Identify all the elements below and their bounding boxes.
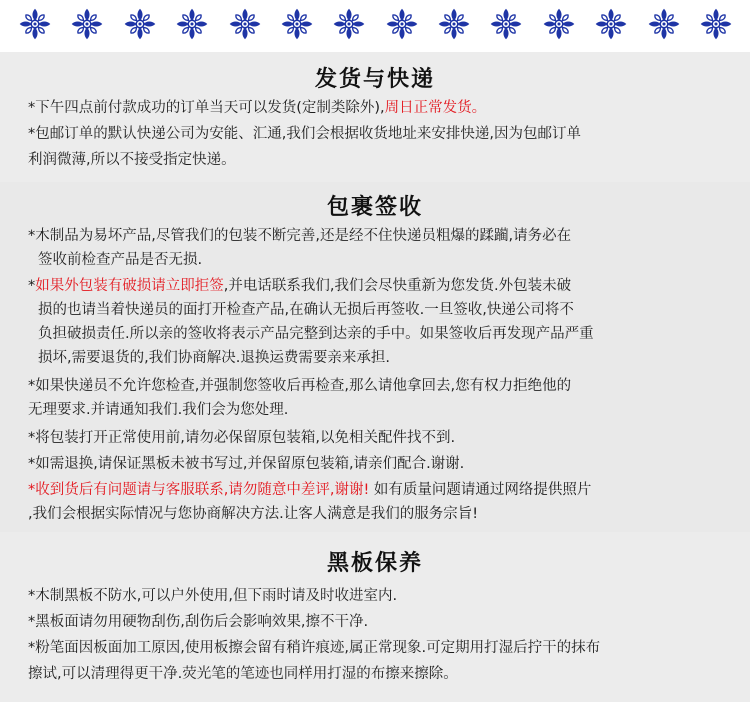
receipt-p2-star: *: [28, 278, 36, 294]
care-line-2: *黑板面请勿用硬物刮伤,刮伤后会影响效果,擦不干净.: [28, 614, 369, 630]
ornament-icon: [70, 7, 104, 41]
shipping-line-2: *包邮订单的默认快递公司为安能、汇通,我们会根据收货地址来安排快递,因为包邮订单: [28, 126, 581, 142]
receipt-title: 包裹签收: [326, 195, 423, 220]
receipt-p5: *如需退换,请保证黑板未被书写过,并保留原包装箱,请亲们配合.谢谢.: [28, 456, 465, 472]
shipping-line-1: [28, 96, 486, 120]
contact-service-note: 收到货后有问题请与客服联系,请勿随意中差评,谢谢!: [35, 482, 370, 498]
shipping-title: 发货与快递: [314, 67, 435, 92]
ornament-icon: [280, 7, 314, 41]
ornament-icon: [542, 7, 576, 41]
ornament-icon: [647, 7, 681, 41]
receipt-p3-line-1: *如果快递员不允许您检查,并强制您签收后再检查,那么请他拿回去,您有权力拒绝他的: [28, 378, 572, 394]
shipping-section: [0, 52, 750, 182]
ornament-icon: [385, 7, 419, 41]
care-line-4: 擦试,可以清理得更干净.荧光笔的笔迹也同样用打湿的布擦来擦除。: [28, 666, 458, 682]
receipt-p1-line-2: 签收前检查产品是否无损.: [38, 252, 203, 268]
refuse-if-damaged-note: 如果外包装有破损请立即拒签: [35, 278, 224, 294]
shipping-line-3: 利润微薄,所以不接受指定快递。: [28, 152, 236, 168]
ornament-border: [18, 6, 733, 42]
ornament-icon: [437, 7, 471, 41]
receipt-p6-star: *: [28, 482, 36, 498]
sunday-shipping-note: 周日正常发货。: [384, 100, 487, 116]
receipt-section: [0, 182, 750, 532]
ornament-icon: [228, 7, 262, 41]
ornament-icon: [123, 7, 157, 41]
receipt-p3-line-2: 无理要求.并请通知我们.我们会为您处理.: [28, 402, 289, 418]
receipt-p4: *将包装打开正常使用前,请勿必保留原包装箱,以免相关配件找不到.: [28, 430, 456, 446]
receipt-p2-line-1-rest: ,并电话联系我们,我们会尽快重新为您发货.外包装未破: [223, 278, 572, 294]
receipt-p6-line-2: ,我们会根据实际情况与您协商解决方法.让客人满意是我们的服务宗旨!: [28, 506, 479, 522]
care-title: 黑板保养: [326, 551, 423, 576]
ornament-icon: [699, 7, 733, 41]
receipt-p6-line-1: [28, 478, 591, 502]
ornament-icon: [489, 7, 523, 41]
ornament-icon: [594, 7, 628, 41]
care-line-3: *粉笔面因板面加工原因,使用板擦会留有稍许痕迹,属正常现象.可定期用打湿后拧干的抹布: [28, 640, 601, 656]
ornament-icon: [332, 7, 366, 41]
care-section: [0, 532, 750, 702]
receipt-p6-line-1-rest: 如有质量问题请通过网络提供照片: [369, 482, 592, 498]
ornament-icon: [18, 7, 52, 41]
receipt-p2-line-2: 损的也请当着快递员的面打开检查产品,在确认无损后再签收.一旦签收,快递公司将不: [38, 302, 574, 318]
shipping-line-1-text: *下午四点前付款成功的订单当天可以发货(定制类除外),: [28, 100, 385, 116]
receipt-p1-line-1: *木制品为易坏产品,尽管我们的包装不断完善,还是经不住快递员粗爆的蹂躏,请务必在: [28, 228, 572, 244]
receipt-p2-line-1: [28, 274, 571, 298]
receipt-p2-line-4: 损坏,需要退货的,我们协商解决.退换运费需要亲来承担.: [38, 350, 390, 366]
receipt-p2-line-3: 负担破损责任.所以亲的签收将表示产品完整到达亲的手中。如果签收后再发现产品严重: [38, 326, 594, 342]
care-line-1: *木制黑板不防水,可以户外使用,但下雨时请及时收进室内.: [28, 588, 398, 604]
ornament-icon: [175, 7, 209, 41]
